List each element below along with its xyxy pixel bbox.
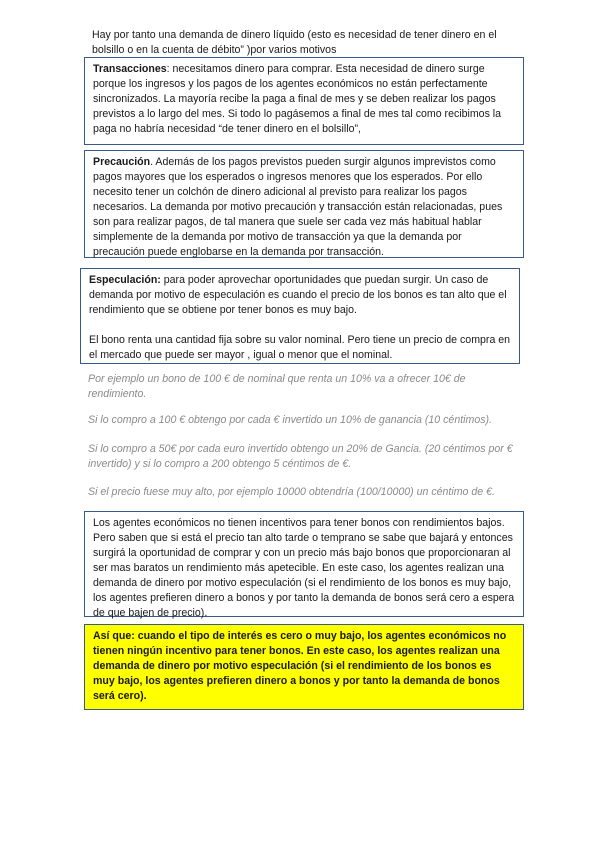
- especulacion-heading: Especulación:: [89, 274, 161, 286]
- especulacion-paragraph: [89, 273, 511, 318]
- transacciones-heading: Transacciones: [93, 63, 167, 75]
- incentivos-box: Los agentes económicos no tienen incentivos para tener bonos con rendimientos bajos. Pero saben que si está el precio tan alto tarde o temprano se sabe que bajará y entonces surgirá la oportunidad de comprar y con un precio más bajo bonos que proporcionaran al ser mas baratos un rendimiento más apetecible. En este caso, los agentes realizan una demanda de dinero por motivo especulación (si el rendimiento de los bonos es muy bajo, los agentes prefieren dinero a bonos y por tanto la demanda de bonos será cero a espera de que bajen de precio).: [84, 511, 524, 617]
- ejemplo-3: Si lo compro a 50€ por cada euro invertido obtengo un 20% de Gancia. (20 céntimos por € invertido) y si lo compro a 200 obtengo 5 céntimos de €.: [88, 443, 513, 470]
- bono-paragraph: El bono renta una cantidad fija sobre su valor nominal. Pero tiene un precio de compra en el mercado que puede ser mayor , igual o menor que el nominal.: [89, 334, 511, 361]
- intro-paragraph: Hay por tanto una demanda de dinero líquido (esto es necesidad de tener dinero en el bolsillo o en la cuenta de débito” )por varios motivos: [92, 29, 497, 56]
- conclusion-highlight-box: Así que: cuando el tipo de interés es cero o muy bajo, los agentes económicos no tienen ningún incentivo para tener bonos. En este caso, los agentes realizan una demanda de dinero por motivo especulación (si el rendimiento de los bonos es muy bajo, los agentes prefieren dinero a bonos y por tanto la demanda de bonos será cero).: [84, 624, 524, 710]
- transacciones-text: : necesitamos dinero para comprar. Esta necesidad de dinero surge porque los ingresos y los pagos de los agentes económicos no están perfectamente sincronizados. La mayoría recibe la paga a final de mes y se deben realizar los pagos previstos a lo largo del mes. Si todo lo pagásemos a final de mes tal como recibimos la paga no habría necesidad “de tener dinero en el bolsillo”,: [93, 63, 502, 135]
- precaucion-text: . Además de los pagos previstos pueden surgir algunos imprevistos como pagos mayores que los esperados o ingresos menores que los esperados. Por ello necesito tener un colchón de dinero adicional al previsto para realizar los pagos necesarios. La demanda por motivo precaución y transacción están relacionadas, pues son para realizar pagos, de tal manera que suele ser cada vez más habitual hablar simplemente de la demanda por motivo de transacción ya que la demanda por precaución puede englobarse en la demanda por transacción.: [93, 156, 503, 258]
- ejemplo-1: Por ejemplo un bono de 100 € de nominal que renta un 10% va a ofrecer 10€ de rendimiento.: [88, 373, 466, 400]
- ejemplo-2: Si lo compro a 100 € obtengo por cada € invertido un 10% de ganancia (10 céntimos).: [88, 414, 492, 426]
- especulacion-box: [80, 268, 520, 364]
- ejemplo-4: Si el precio fuese muy alto, por ejemplo 10000 obtendría (100/10000) un céntimo de €.: [88, 486, 495, 498]
- transacciones-box: [84, 57, 524, 145]
- especulacion-text: para poder aprovechar oportunidades que puedan surgir. Un caso de demanda por motivo de especulación es cuando el precio de los bonos es tan alto que el rendimiento que se obtiene por tener bonos es muy bajo.: [89, 274, 507, 316]
- precaucion-box: [84, 150, 524, 258]
- precaucion-heading: Precaución: [93, 156, 151, 168]
